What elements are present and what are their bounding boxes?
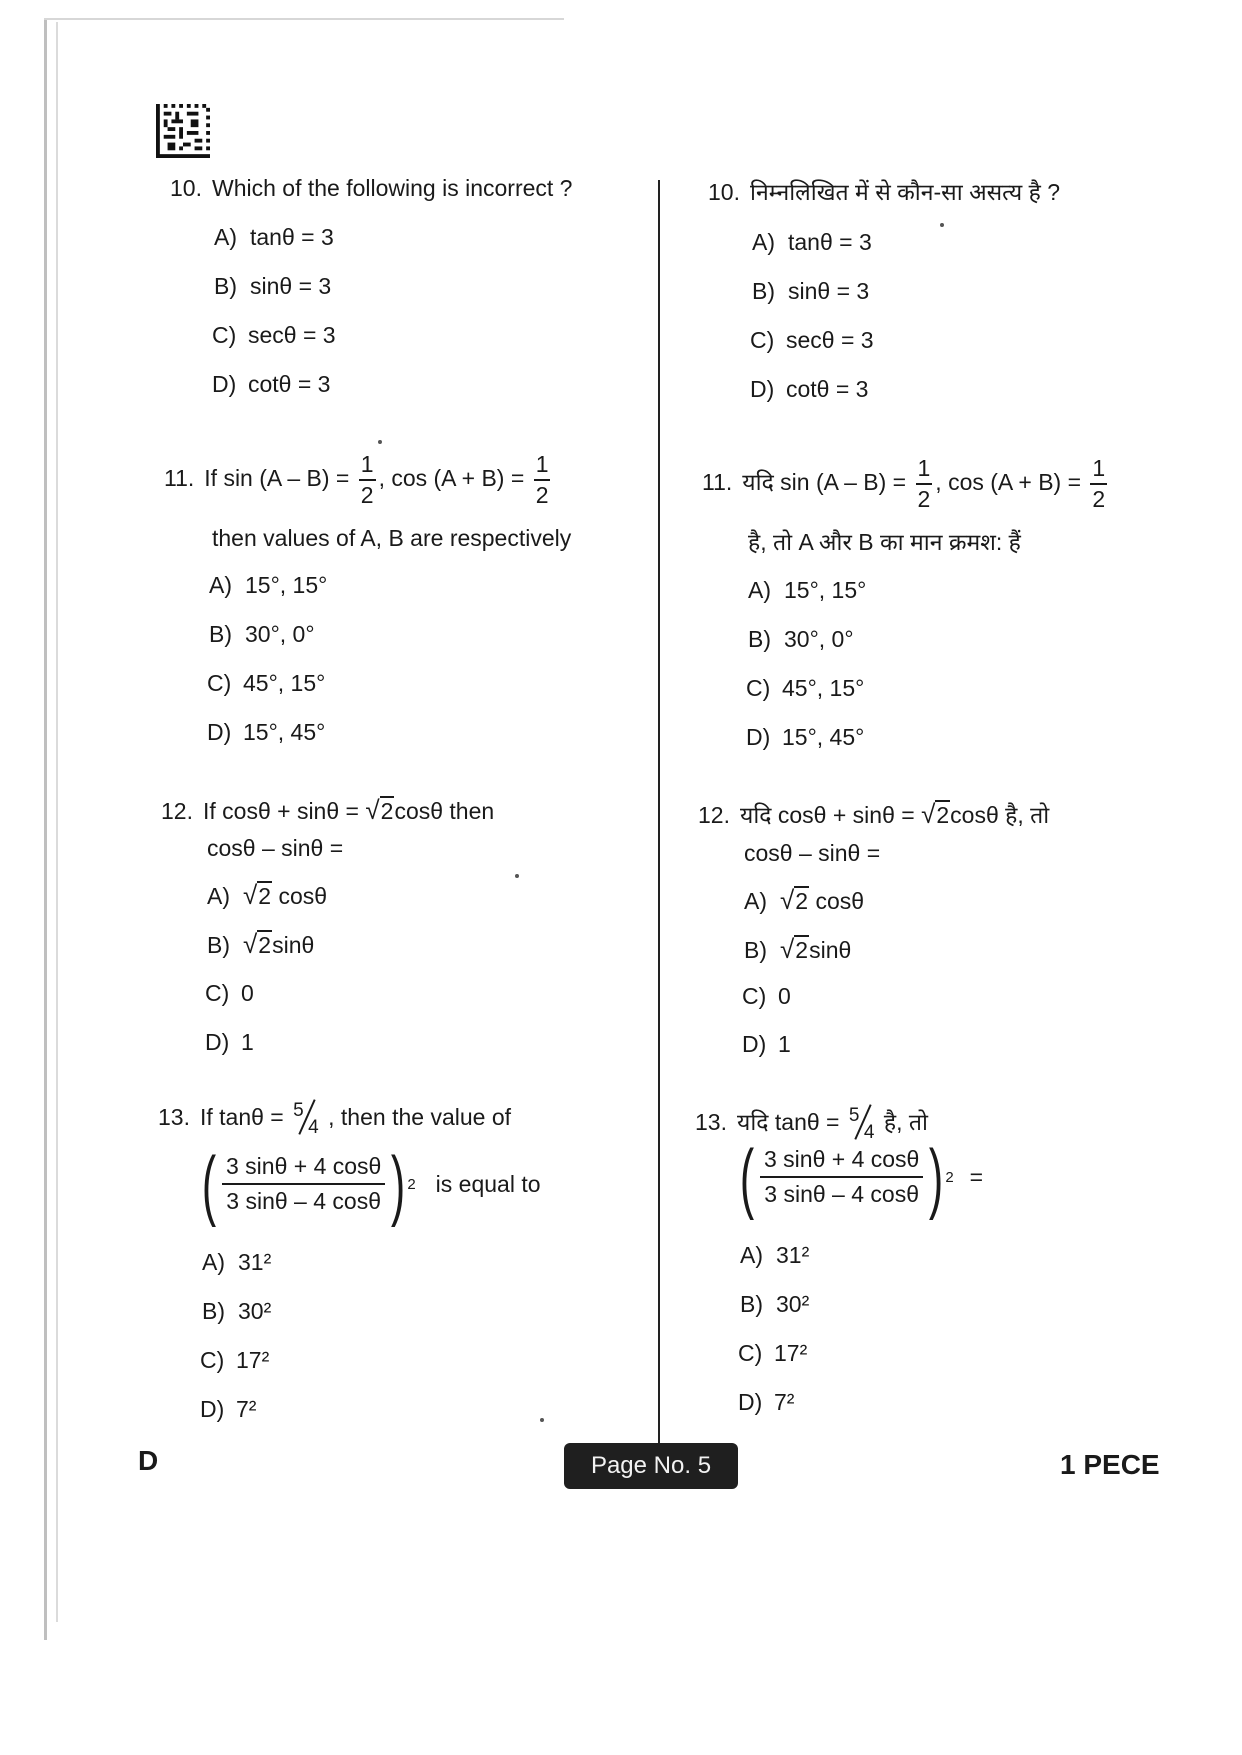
denominator: 2 <box>535 482 549 508</box>
option-11-c-hi[interactable] <box>746 675 864 702</box>
denominator: 2 <box>360 482 374 508</box>
option-10-a-hi[interactable] <box>752 229 872 256</box>
option-label: D) <box>212 371 237 397</box>
option-label: B) <box>752 278 775 304</box>
option-text: 0 <box>241 980 254 1006</box>
option-text: 45°, 15° <box>782 675 865 701</box>
option-text: sinθ = 3 <box>788 278 870 304</box>
denominator: 4 <box>863 1121 875 1143</box>
option-12-b-en[interactable] <box>207 929 314 960</box>
radicand: 2 <box>795 888 809 914</box>
option-text: 15°, 45° <box>782 724 865 750</box>
radicand: 2 <box>795 937 809 963</box>
option-13-a-hi[interactable] <box>740 1242 809 1269</box>
question-text: यदि cosθ + sinθ = <box>739 802 915 828</box>
option-text: 31² <box>776 1242 810 1268</box>
option-11-d-en[interactable] <box>207 719 325 746</box>
option-label: D) <box>207 719 232 745</box>
numerator: 3 sinθ + 4 cosθ <box>222 1153 385 1185</box>
option-label: B) <box>748 626 771 652</box>
option-label: B) <box>209 621 232 647</box>
numerator: 3 sinθ + 4 cosθ <box>760 1146 923 1178</box>
question-number: 13. <box>158 1104 190 1130</box>
option-text: 1 <box>241 1029 254 1055</box>
option-12-d-en[interactable] <box>205 1029 254 1056</box>
question-text-after: is equal to <box>435 1170 541 1197</box>
option-13-d-en[interactable] <box>200 1396 256 1423</box>
fraction-one-half <box>916 457 933 511</box>
denominator: 2 <box>1092 486 1106 512</box>
option-11-c-en[interactable] <box>207 670 325 697</box>
option-10-d-hi[interactable] <box>750 376 868 403</box>
question-12-en-line2: cosθ – sinθ = <box>207 835 344 861</box>
option-text: cosθ <box>815 888 865 914</box>
option-text: 17² <box>774 1340 808 1366</box>
question-number: 10. <box>170 175 202 201</box>
paper-code: 1 PECE <box>1060 1449 1160 1480</box>
option-text: 30² <box>238 1298 272 1324</box>
option-label: A) <box>202 1249 225 1275</box>
option-label: C) <box>738 1340 763 1366</box>
radicand: 2 <box>258 883 272 909</box>
option-10-a-en[interactable] <box>214 224 334 251</box>
option-text: 1 <box>778 1031 791 1057</box>
option-12-c-en[interactable] <box>205 980 254 1007</box>
print-speck <box>540 1418 544 1422</box>
option-11-b-en[interactable] <box>209 621 315 648</box>
option-label: A) <box>752 229 775 255</box>
option-label: D) <box>200 1396 225 1422</box>
square-root: √2 <box>780 934 809 964</box>
question-text-mid: , cos (A + B) = <box>935 469 1082 496</box>
numerator: 1 <box>359 453 376 481</box>
denominator: 2 <box>917 486 931 512</box>
option-text: cotθ = 3 <box>786 376 869 402</box>
question-text-after: = <box>969 1163 984 1190</box>
option-label: D) <box>746 724 771 750</box>
radicand: 2 <box>380 798 394 824</box>
option-text: 7² <box>774 1389 795 1415</box>
option-text: sinθ = 3 <box>250 273 332 299</box>
datamatrix-code-icon <box>155 104 211 158</box>
question-text: If sin (A – B) = <box>204 465 350 492</box>
option-13-b-en[interactable] <box>202 1298 271 1325</box>
question-10-en <box>170 173 572 203</box>
option-label: C) <box>212 322 237 348</box>
option-text: 30² <box>776 1291 810 1317</box>
option-text: cotθ = 3 <box>248 371 331 397</box>
question-text: यदि tanθ = <box>736 1109 840 1135</box>
denominator: 4 <box>308 1116 319 1138</box>
option-11-b-hi[interactable] <box>748 626 854 653</box>
question-11-hi-line2: है, तो A और B का मान क्रमश: हैं <box>748 529 1021 555</box>
option-10-c-en[interactable] <box>212 322 336 349</box>
print-speck <box>378 440 382 444</box>
option-13-c-hi[interactable] <box>738 1340 807 1367</box>
fraction-one-half <box>534 453 551 507</box>
fraction-five-fourths <box>290 1099 328 1138</box>
option-text: cosθ <box>278 883 328 909</box>
expression-13-en: ( $\frac{3 \sin\theta + 4 \cos\theta}{3 \sin\theta - 4 \cos\theta}$ ) 2 is equal to <box>201 1140 541 1228</box>
option-label: A) <box>744 888 767 914</box>
option-label: C) <box>200 1347 225 1373</box>
option-label: B) <box>207 932 230 958</box>
square-root: √2 <box>243 880 272 910</box>
option-label: A) <box>740 1242 763 1268</box>
option-13-c-en[interactable] <box>200 1347 269 1374</box>
option-12-a-en[interactable] <box>207 880 327 911</box>
question-13-hi <box>695 1104 928 1143</box>
question-text: If cosθ + sinθ = <box>202 798 359 824</box>
option-12-b-hi[interactable] <box>744 934 851 965</box>
denominator: 3 sinθ – 4 cosθ <box>764 1181 920 1207</box>
option-text: tanθ = 3 <box>250 224 334 250</box>
question-12-hi-line2: cosθ – sinθ = <box>744 840 881 866</box>
option-text: 30°, 0° <box>784 626 854 652</box>
option-10-b-hi[interactable] <box>752 278 869 305</box>
question-11-en <box>164 453 553 507</box>
question-number: 12. <box>161 798 193 824</box>
option-label: B) <box>214 273 237 299</box>
option-text: 15°, 15° <box>245 572 328 598</box>
option-label: C) <box>207 670 232 696</box>
option-12-d-hi[interactable] <box>742 1031 791 1058</box>
option-text: 45°, 15° <box>243 670 326 696</box>
option-text: 0 <box>778 983 791 1009</box>
option-text: tanθ = 3 <box>788 229 872 255</box>
option-text: 17² <box>236 1347 270 1373</box>
exponent: 2 <box>407 1175 416 1193</box>
question-11-en-line2: then values of A, B are respectively <box>212 525 572 551</box>
option-label: C) <box>746 675 771 701</box>
question-text-suffix: cosθ है, तो <box>950 802 1050 828</box>
option-label: A) <box>748 577 771 603</box>
option-13-d-hi[interactable] <box>738 1389 794 1416</box>
numerator: 1 <box>534 453 551 481</box>
question-number: 11. <box>164 465 195 492</box>
radicand: 2 <box>258 932 272 958</box>
option-label: A) <box>209 572 232 598</box>
question-number: 10. <box>708 179 740 205</box>
option-12-c-hi[interactable] <box>742 983 791 1010</box>
option-label: D) <box>742 1031 767 1057</box>
option-10-b-en[interactable] <box>214 273 331 300</box>
option-10-c-hi[interactable] <box>750 327 874 354</box>
option-label: B) <box>740 1291 763 1317</box>
page-scan-edge-top <box>44 18 564 20</box>
question-12-en <box>161 795 494 826</box>
question-text-mid: , cos (A + B) = <box>378 465 525 492</box>
fraction-five-fourths <box>846 1104 884 1143</box>
option-label: B) <box>744 937 767 963</box>
option-text: 30°, 0° <box>245 621 315 647</box>
denominator: 3 sinθ – 4 cosθ <box>226 1188 382 1214</box>
radicand: 2 <box>936 802 950 828</box>
numerator: 5 <box>293 1099 304 1121</box>
option-text: 15°, 15° <box>784 577 867 603</box>
option-label: D) <box>750 376 775 402</box>
page-number-badge: Page No. 5 <box>564 1443 738 1489</box>
big-fraction <box>222 1153 385 1215</box>
option-label: C) <box>742 983 767 1009</box>
big-fraction <box>760 1146 923 1208</box>
page-scan-edge-inner <box>56 22 58 1622</box>
option-label: B) <box>202 1298 225 1324</box>
option-text: 15°, 45° <box>243 719 326 745</box>
option-text: sinθ <box>272 932 315 958</box>
question-text: यदि sin (A – B) = <box>742 469 907 496</box>
option-label: D) <box>205 1029 230 1055</box>
option-11-a-en[interactable] <box>209 572 327 599</box>
option-label: C) <box>750 327 775 353</box>
print-speck <box>515 874 519 878</box>
option-11-d-hi[interactable] <box>746 724 864 751</box>
question-text: निम्नलिखित में से कौन-सा असत्य है ? <box>749 179 1060 205</box>
question-text-suffix: है, तो <box>883 1109 928 1135</box>
question-13-en <box>158 1099 511 1138</box>
question-text: If tanθ = <box>199 1104 284 1130</box>
option-10-d-en[interactable] <box>212 371 330 398</box>
numerator: 5 <box>848 1104 860 1126</box>
option-label: A) <box>214 224 237 250</box>
question-number: 12. <box>698 802 730 828</box>
expression-13-hi: ( $\frac{3 \sin\theta + 4 \cos\theta}{3 \sin\theta - 4 \cos\theta}$ ) 2 = <box>739 1133 984 1221</box>
fraction-one-half <box>1090 457 1107 511</box>
option-13-b-hi[interactable] <box>740 1291 809 1318</box>
option-label: A) <box>207 883 230 909</box>
column-divider <box>658 180 660 1445</box>
question-12-hi <box>698 799 1049 830</box>
option-text: 31² <box>238 1249 272 1275</box>
page-scan-edge <box>44 20 47 1640</box>
option-text: sinθ <box>809 937 852 963</box>
fraction-one-half <box>359 453 376 507</box>
print-speck <box>940 223 944 227</box>
square-root: √2 <box>365 795 394 825</box>
option-label: D) <box>738 1389 763 1415</box>
numerator: 1 <box>1090 457 1107 485</box>
square-root: √2 <box>243 929 272 959</box>
option-12-a-hi[interactable] <box>744 885 864 916</box>
question-11-hi <box>702 457 1110 511</box>
question-number: 13. <box>695 1109 727 1135</box>
square-root: √2 <box>780 885 809 915</box>
question-text-suffix: cosθ then <box>394 798 495 824</box>
series-letter: D <box>138 1445 159 1476</box>
option-label: C) <box>205 980 230 1006</box>
question-text: Which of the following is incorrect ? <box>211 175 573 201</box>
question-10-hi <box>708 177 1060 207</box>
option-text: secθ = 3 <box>786 327 874 353</box>
question-text-suffix: , then the value of <box>328 1104 511 1130</box>
option-text: 7² <box>236 1396 257 1422</box>
option-11-a-hi[interactable] <box>748 577 866 604</box>
option-13-a-en[interactable] <box>202 1249 271 1276</box>
option-text: secθ = 3 <box>248 322 336 348</box>
numerator: 1 <box>916 457 933 485</box>
square-root: √2 <box>921 799 950 829</box>
exponent: 2 <box>945 1168 954 1186</box>
question-number: 11. <box>702 469 733 496</box>
